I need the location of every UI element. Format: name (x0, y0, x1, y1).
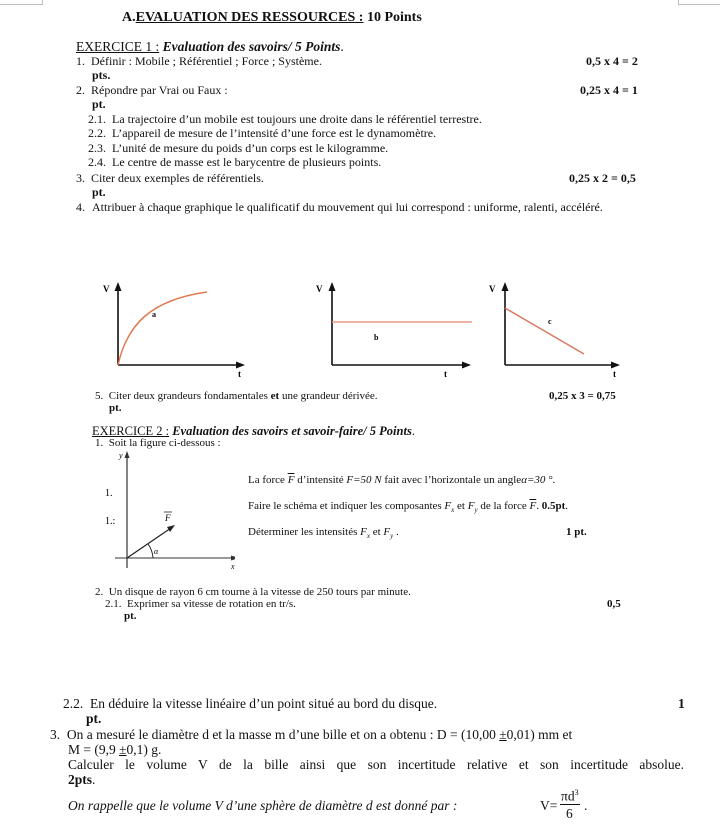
exercise-1-heading: EXERCICE 1 : Evaluation des savoirs/ 5 Points. (76, 39, 344, 54)
y-axis-label: V (103, 284, 110, 294)
exercise-2-heading: EXERCICE 2 : Evaluation des savoirs et savoir-faire/ 5 Points. (92, 424, 415, 438)
svg-text:F: F (165, 513, 171, 523)
q2-item: 2.2. L’appareil de mesure de l’intensité d’une force est le dynamomètre. (88, 126, 437, 140)
ex2-q3: 3. On a mesuré le diamètre d et la masse m d’une bille et on a obtenu : D = (10,00 ±0,01) mm et (50, 727, 573, 742)
svg-text:c: c (548, 317, 552, 326)
page-corner-right (678, 0, 720, 5)
svg-text:t: t (444, 369, 447, 379)
page-title (122, 10, 422, 26)
q2-item: 2.4. Le centre de masse est le barycentre de plusieurs points. (88, 155, 382, 169)
svg-text:1.: 1. (105, 488, 113, 499)
ex2-q2-2: 2.2. En déduire la vitesse linéaire d’un point situé au bord du disque. (63, 696, 438, 711)
q3-unit: pt. (92, 185, 106, 199)
q1: 1. Définir : Mobile ; Référentiel ; Force ; Système. (76, 54, 322, 68)
ex2-q2-2-score: 1 (678, 696, 685, 711)
q4: Attribuer à chaque graphique le qualificatif du mouvement qui lui correspond : uniforme, ralenti, accéléré. (92, 200, 603, 214)
exercise-1-subtitle: Evaluation des savoirs/ 5 Points (162, 39, 341, 54)
curve-label: a (152, 310, 156, 319)
q5: 5. Citer deux grandeurs fondamentales et une grandeur dérivée. (95, 390, 378, 402)
ex2-q2-1-unit: pt. (124, 610, 137, 622)
q3-score: 0,25 x 2 = 0,5 (569, 171, 636, 185)
q2-item: 2.1. La trajectoire d’un mobile est toujours une droite dans le référentiel terrestre. (88, 112, 482, 126)
q2-unit: pt. (92, 97, 106, 111)
ex2-q3-points: 2pts. (68, 772, 96, 787)
ex2-q2: 2. Un disque de rayon 6 cm tourne à la vitesse de 250 tours par minute. (95, 586, 411, 598)
graph-c (480, 280, 630, 380)
formula-recall: On rappelle que le volume V d’une sphère de diamètre d est donné par : (68, 798, 458, 813)
ex2-q2-1: 2.1. Exprimer sa vitesse de rotation en tr/s. (105, 598, 296, 610)
force-figure (95, 448, 235, 573)
intensity-instruction: Déterminer les intensités $F_x$ et $F_y$ . (248, 526, 399, 541)
q1-unit: pts. (92, 68, 111, 82)
title-prefix: A. (122, 10, 136, 25)
ex2-q1: 1. Soit la figure ci-dessous : (95, 437, 221, 449)
force-statement: La force $\overline{F}$ d’intensité F=50 N fait avec l’horizontale un angleα=30 °. (248, 474, 556, 486)
graph-b (314, 280, 474, 380)
ex2-q2-1-score: 0,5 (607, 598, 621, 610)
q5-score: 0,25 x 3 = 0,75 (549, 390, 616, 402)
title-points: 10 Points (363, 10, 422, 25)
graph-a (95, 280, 245, 380)
q2-score: 0,25 x 4 = 1 (580, 83, 638, 97)
q5-unit: pt. (109, 402, 122, 414)
exercise-2-subtitle: Evaluation des savoirs et savoir-faire/ 5 Points (172, 424, 412, 438)
svg-text:x: x (231, 562, 235, 571)
svg-text:y: y (119, 451, 123, 460)
svg-text:1.:: 1.: (105, 516, 116, 527)
svg-text:t: t (613, 369, 616, 379)
ex2-q3-instruction: Calculer le volume V de la bille ainsi que son incertitude relative et son incertitude absolue. (68, 757, 684, 772)
svg-text:V: V (489, 284, 496, 294)
q2: 2. Répondre par Vrai ou Faux : (76, 83, 228, 97)
svg-text:b: b (374, 333, 379, 342)
svg-text:α: α (154, 547, 159, 556)
title-text: EVALUATION DES RESSOURCES : (135, 10, 364, 25)
q4-num: 4. (76, 200, 85, 214)
page-corner-left (0, 0, 43, 5)
q2-item: 2.3. L’unité de mesure du poids d’un corps est le kilogramme. (88, 141, 389, 155)
ex2-q2-2-unit: pt. (86, 711, 102, 726)
x-axis-label: t (238, 369, 241, 379)
intensity-score: 1 pt. (566, 526, 587, 538)
q1-score: 0,5 x 4 = 2 (586, 54, 638, 68)
svg-text:V: V (316, 284, 323, 294)
schema-instruction: Faire le schéma et indiquer les composantes $F_x$ et $F_y$ de la force $\overline{F}$. 0.5pt. (248, 500, 568, 515)
q3: 3. Citer deux exemples de référentiels. (76, 171, 264, 185)
ex2-q3-mass: M = (9,9 ±0,1) g. (68, 742, 162, 757)
